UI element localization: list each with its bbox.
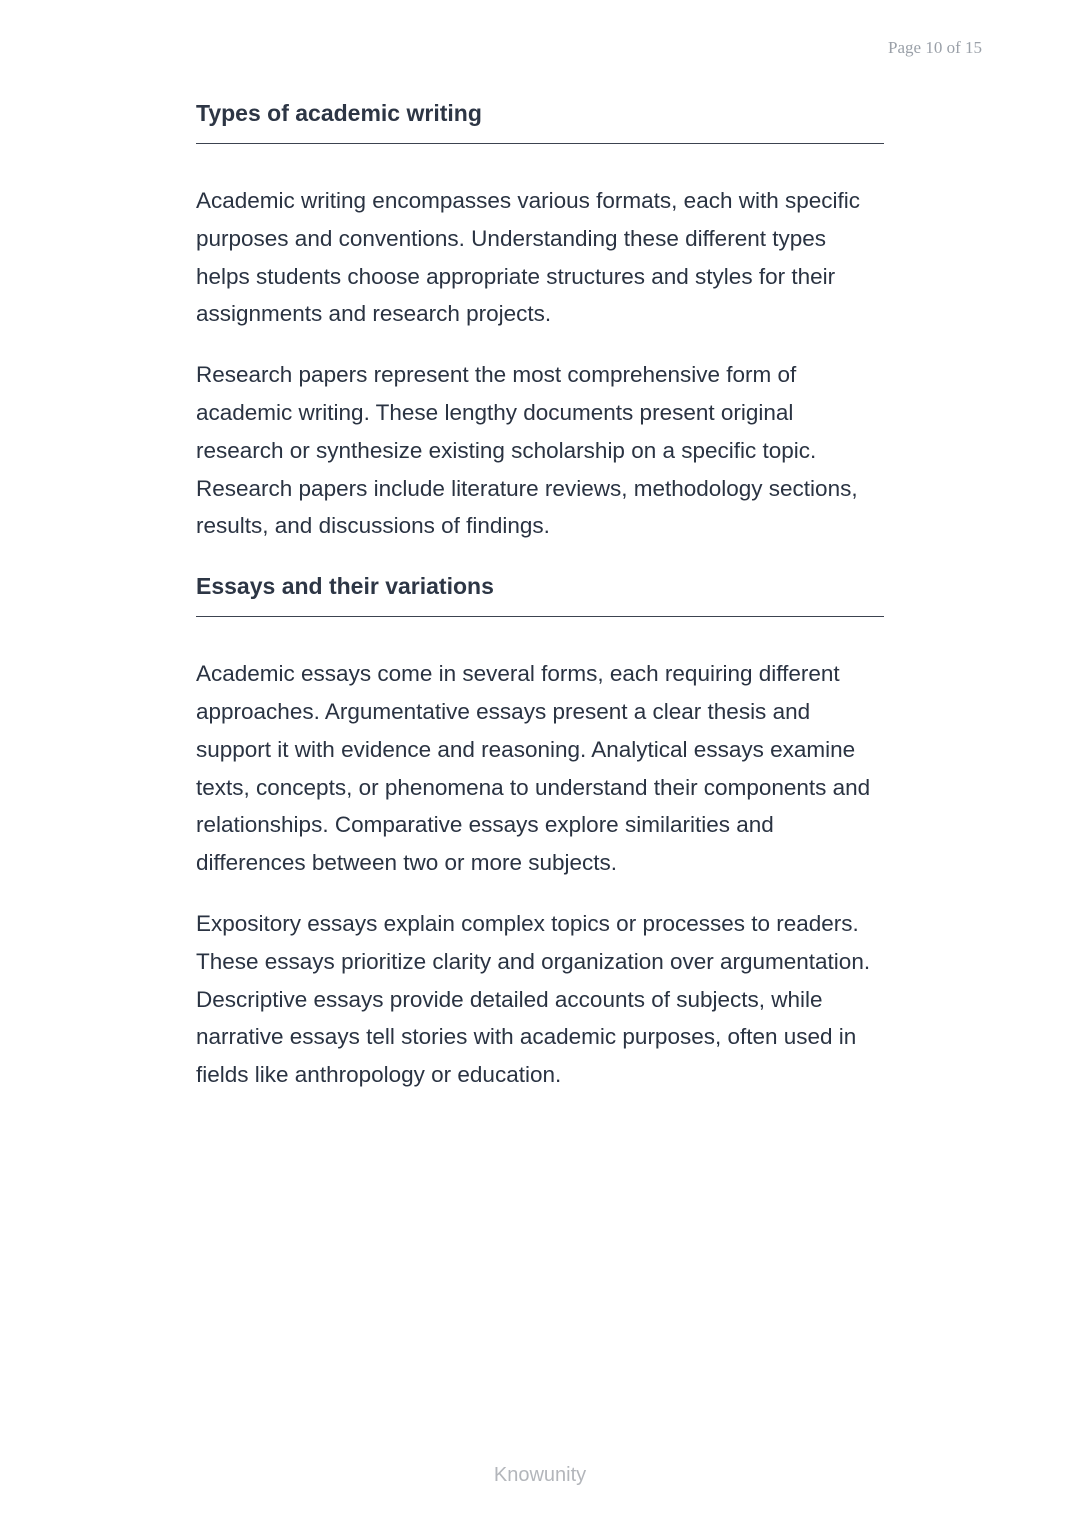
paragraph: Academic essays come in several forms, each requiring different approaches. Argumentative essays present a clear thesis and support it with evidence and reasoning. Analytical essays examine texts, concepts, or phenomena to understand their components and relationships. Comparative essays explore similarities and differences between two or more subjects. bbox=[196, 661, 871, 876]
footer-brand: Knowunity bbox=[493, 1464, 587, 1486]
section-heading: Essays and their variations bbox=[196, 570, 884, 617]
paragraph: Research papers represent the most comprehensive form of academic writing. These lengthy documents present original research or synthesize existing scholarship on a specific topic. Research papers include literature reviews, methodology sections, results, and discussions of findings. bbox=[196, 362, 858, 539]
page-number: Page 10 of 15 bbox=[888, 38, 982, 57]
section-body bbox=[196, 617, 884, 1094]
document-content bbox=[196, 97, 884, 1117]
section-body bbox=[196, 144, 884, 545]
section-heading: Types of academic writing bbox=[196, 97, 884, 144]
paragraph: Expository essays explain complex topics or processes to readers. These essays prioritize clarity and organization over argumentation. Descriptive essays provide detailed accounts of subjects, while narrative essays tell stories with academic purposes, often used in fields like anthropology or education. bbox=[196, 910, 871, 1088]
paragraph: Academic writing encompasses various formats, each with specific purposes and conventions. Understanding these different types helps students choose appropriate structures and styles for their assignments and research projects. bbox=[196, 188, 861, 327]
section-types-of-academic-writing bbox=[196, 97, 884, 545]
section-essays-and-their-variations bbox=[196, 570, 884, 1094]
